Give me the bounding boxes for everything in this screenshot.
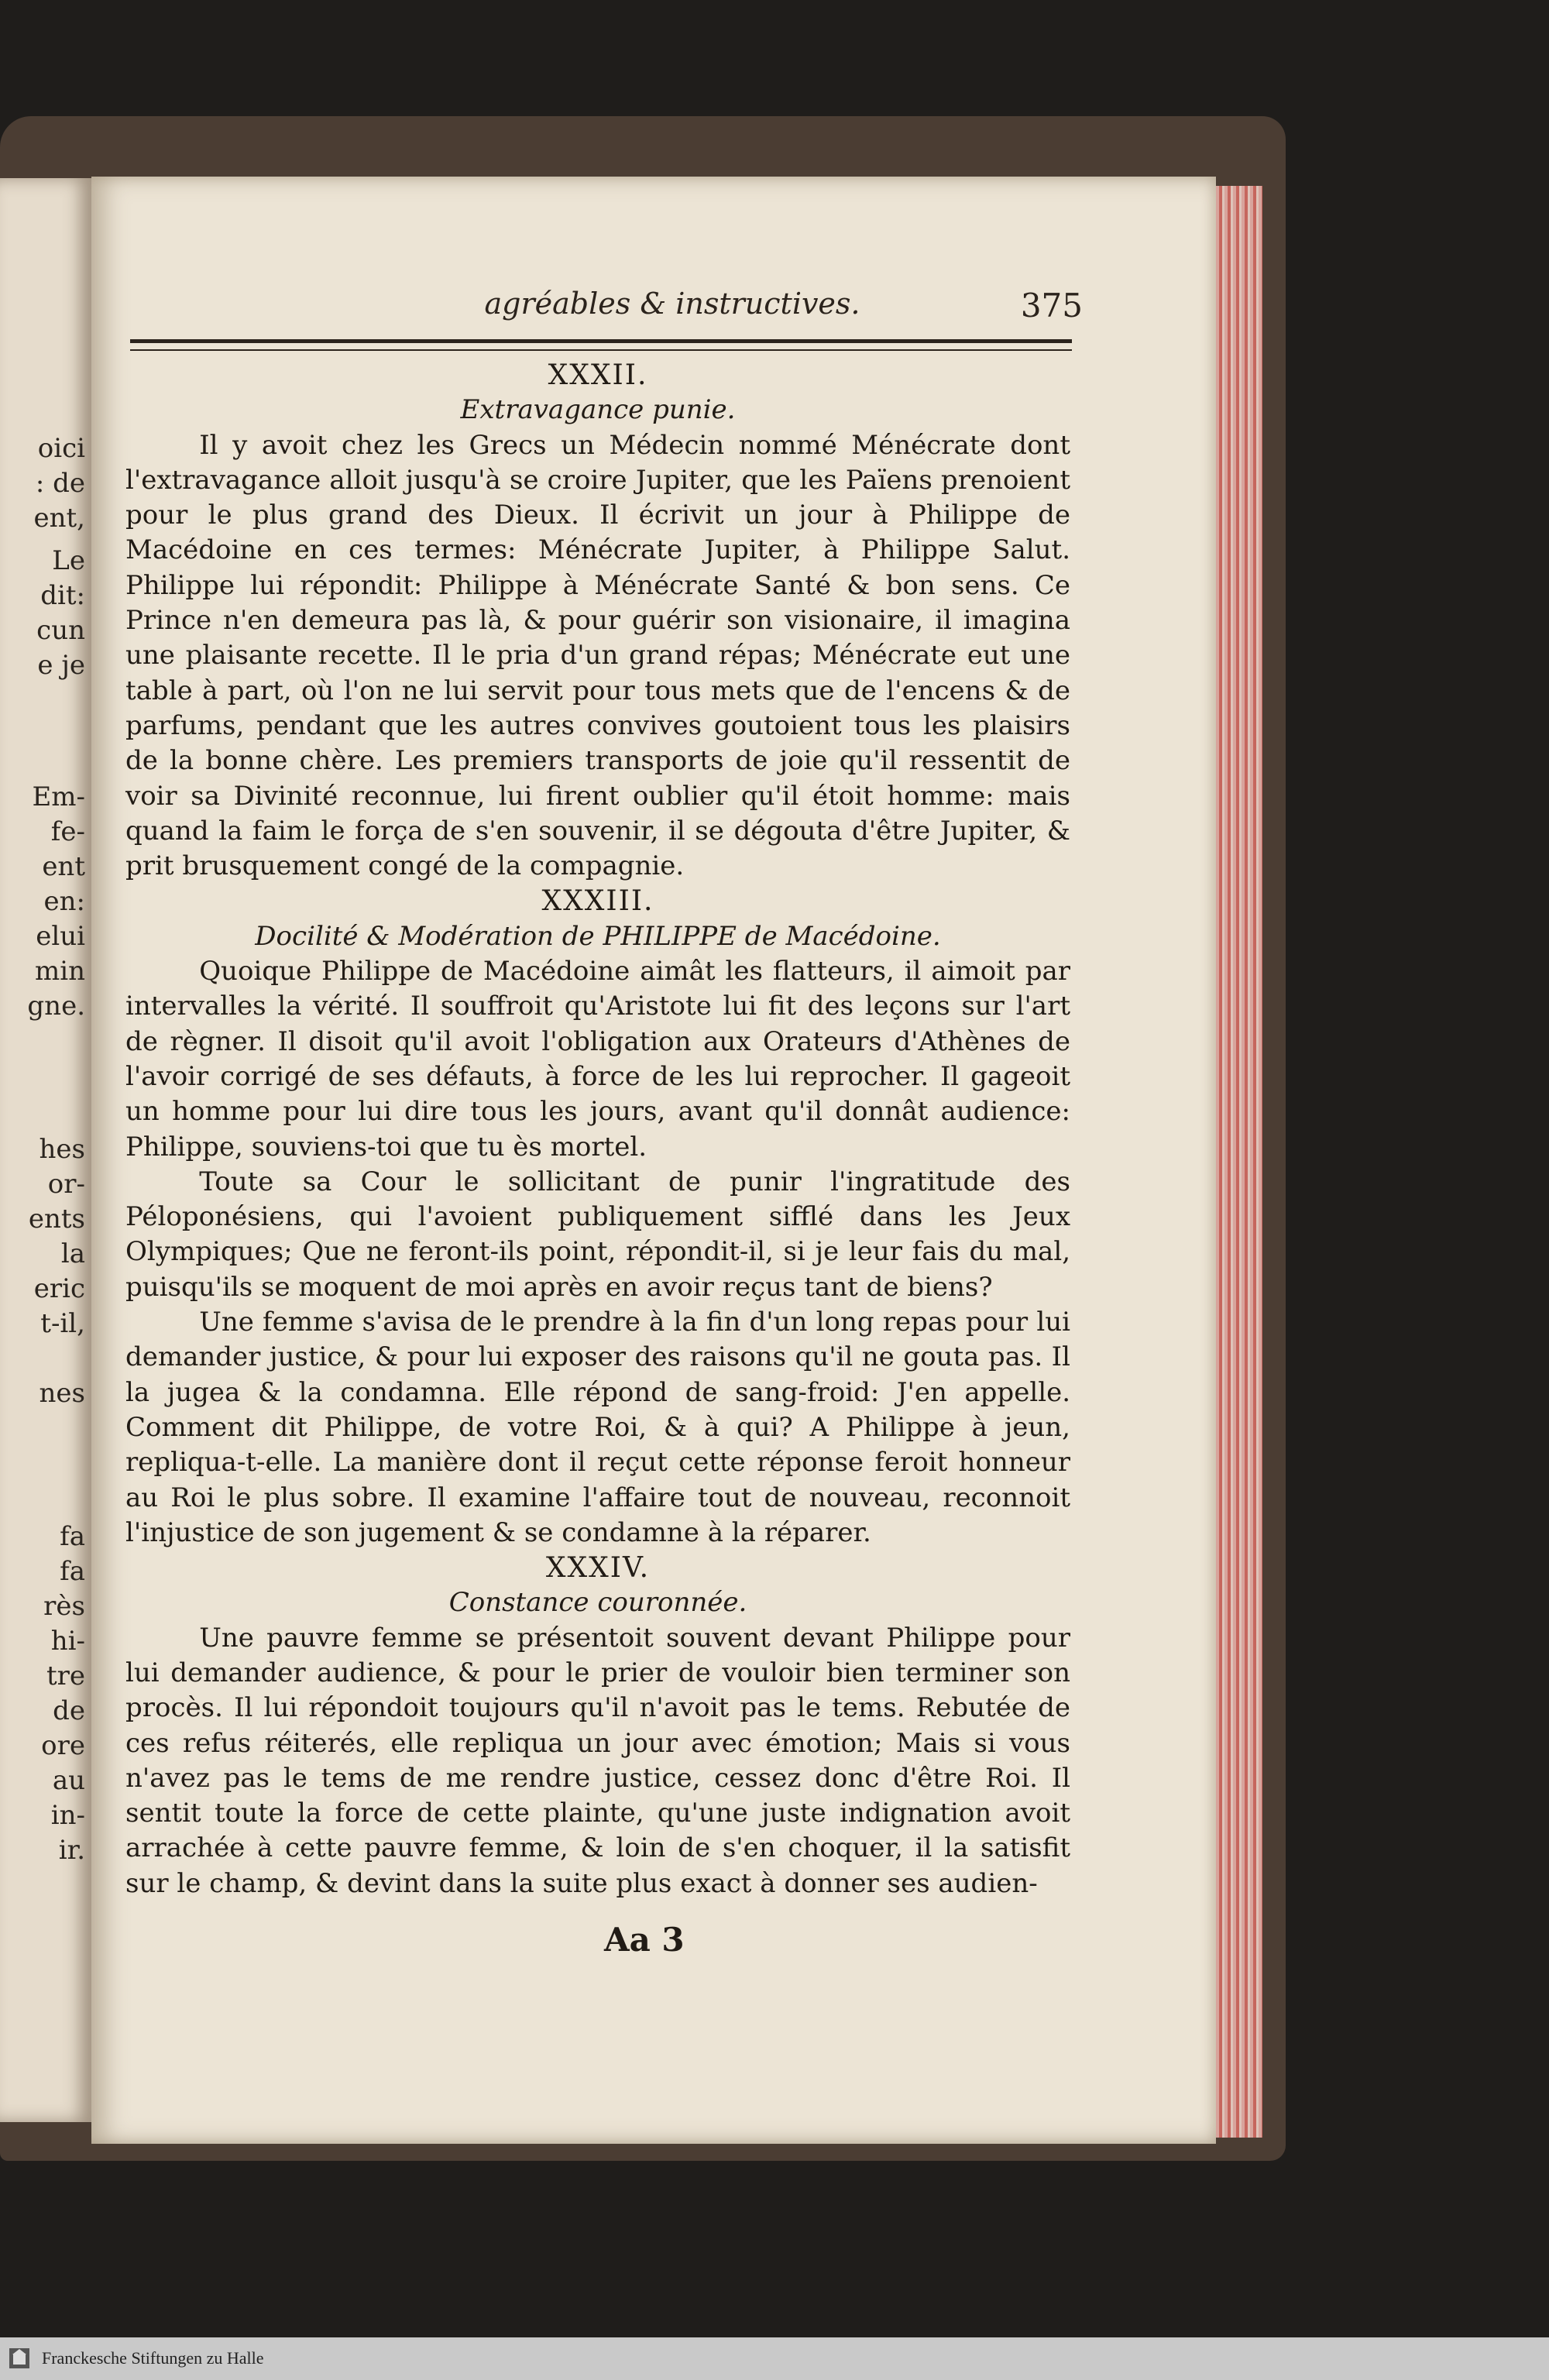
page-number: 375: [1020, 287, 1083, 325]
section: [125, 358, 1070, 884]
left-fragment: ore: [41, 1730, 85, 1761]
left-fragment: hes: [39, 1134, 85, 1165]
left-fragment: : de: [35, 468, 85, 499]
left-fragment: e je: [37, 650, 85, 681]
header-rule-thin: [130, 349, 1072, 351]
left-fragment: tre: [46, 1661, 85, 1691]
left-fragment: elui: [36, 921, 85, 952]
left-page-fragments: [0, 178, 91, 2122]
footer-bar: [0, 2337, 1549, 2380]
left-fragment: ent: [42, 851, 85, 882]
left-fragment: hi-: [50, 1626, 85, 1657]
paragraph: Il y avoit chez les Grecs un Médecin nommé Ménécrate dont l'extravagance alloit jusqu'à se croire Jupiter, que les Païens prenoient pour le plus grand des Dieux. Il écrivit un jour à Philippe de Macédoine en ces termes: Ménécrate Jupiter, à Philippe Salut. Philippe lui répondit: Philippe à Ménécrate Santé & bon sens. Ce Prince n'en demeura pas là, & pour guérir son visionaire, il imagina une plaisante recette. Il le pria d'un grand répas; Ménécrate eut une table à part, où l'on ne lui servit pour tous mets que de l'encens & de parfums, pendant que les autres convives goutoient tous les plaisirs de la bonne chère. Les premiers transports de joie qu'il ressentit de voir sa Divinité reconnue, lui firent oublier qu'il étoit homme: mais quand la faim le força de s'en souvenir, il se dégouta d'être Jupiter, & prit brusquement congé de la compagnie.: [125, 429, 1070, 882]
section-title: Extravagance punie.: [460, 394, 736, 426]
footer-label: Franckesche Stiftungen zu Halle: [42, 2348, 264, 2368]
section-title: Constance couronnée.: [448, 1587, 747, 1619]
left-fragment: ents: [28, 1204, 85, 1235]
left-fragment: t-il,: [40, 1308, 85, 1339]
header-rule: [130, 339, 1072, 343]
section-number: XXXIII.: [541, 885, 654, 918]
left-fragment: or-: [47, 1169, 85, 1200]
left-fragment: de: [53, 1695, 85, 1726]
signature-mark: Aa 3: [604, 1921, 685, 1959]
paragraph: Quoique Philippe de Macédoine aimât les flatteurs, il aimoit par intervalles la vérité. Il souffroit qu'Aristote lui fit des leçons sur l'art de règner. Il disoit qu'il avoit l'obligation aux Orateurs d'Athènes de l'avoir corrigé de ses défauts, à force de les lui reprocher. Il gageoit un homme pour lui dire tous les jours, avant qu'il donnât audience: Philippe, souviens-toi que tu ès mortel.: [125, 956, 1070, 1163]
left-page: [0, 178, 91, 2122]
left-fragment: fe-: [50, 816, 85, 847]
left-fragment: fa: [60, 1556, 85, 1587]
left-fragment: min: [34, 956, 85, 987]
left-fragment: oici: [37, 433, 85, 464]
section-number: XXXII.: [548, 359, 648, 391]
section: [125, 1551, 1070, 1901]
left-fragment: au: [52, 1765, 85, 1796]
left-fragment: in-: [50, 1800, 85, 1831]
page-header: [130, 287, 1083, 341]
left-fragment: Le: [52, 545, 85, 576]
left-fragment: nes: [39, 1378, 85, 1409]
left-fragment: ir.: [58, 1835, 85, 1866]
running-title: agréables & instructives.: [484, 287, 860, 321]
left-fragment: en:: [43, 886, 85, 917]
left-fragment: fa: [60, 1521, 85, 1552]
left-fragment: la: [60, 1238, 85, 1269]
page-edges: [1216, 186, 1262, 2138]
left-fragment: rès: [43, 1591, 85, 1622]
left-fragment: cun: [36, 615, 85, 646]
section-title: Docilité & Modération de PHILIPPE de Macédoine.: [255, 920, 941, 952]
paragraph: Une femme s'avisa de le prendre à la fin d'un long repas pour lui demander justice, & pour lui exposer des raisons qu'il ne gouta pas. Il la jugea & la condamna. Elle répond de sang-froid: J'en appelle. Comment dit Philippe, de votre Roi, & à qui? A Philippe à jeun, repliqua-t-elle. La manière dont il reçut cette réponse feroit honneur au Roi le plus sobre. Il examine l'affaire tout de nouveau, reconnoit l'injustice de son jugement & se condamne à la réparer.: [125, 1307, 1070, 1548]
left-fragment: Em-: [32, 781, 85, 812]
left-fragment: eric: [33, 1273, 85, 1304]
left-fragment: gne.: [27, 991, 85, 1022]
left-fragment: ent,: [33, 503, 85, 534]
section-number: XXXIV.: [545, 1552, 651, 1585]
paragraph: Une pauvre femme se présentoit souvent devant Philippe pour lui demander audience, & pour le prier de vouloir bien terminer son procès. Il lui répondoit toujours qu'il n'avoit pas le tems. Rebutée de ces refus réiterés, elle repliqua un jour avec émotion; Mais si vous n'avez pas le tems de me rendre justice, cessez donc d'être Roi. Il sentit toute la force de cette plainte, qu'une juste indignation avoit arrachée à cette pauvre femme, & loin de s'en choquer, il la satisfit sur le champ, & devint dans la suite plus exact à donner ses audien-: [125, 1622, 1070, 1899]
left-fragment: dit:: [40, 580, 85, 611]
section: [125, 884, 1070, 1551]
body-text: [125, 358, 1070, 1901]
paragraph: Toute sa Cour le sollicitant de punir l'ingratitude des Péloponésiens, qui l'avoient publiquement sifflé dans les Jeux Olympiques; Que ne feront-ils point, répondit-il, si je leur fais du mal, puisqu'ils se moquent de moi après en avoir reçus tant de biens?: [125, 1166, 1070, 1303]
institution-logo-icon: [8, 2347, 31, 2370]
